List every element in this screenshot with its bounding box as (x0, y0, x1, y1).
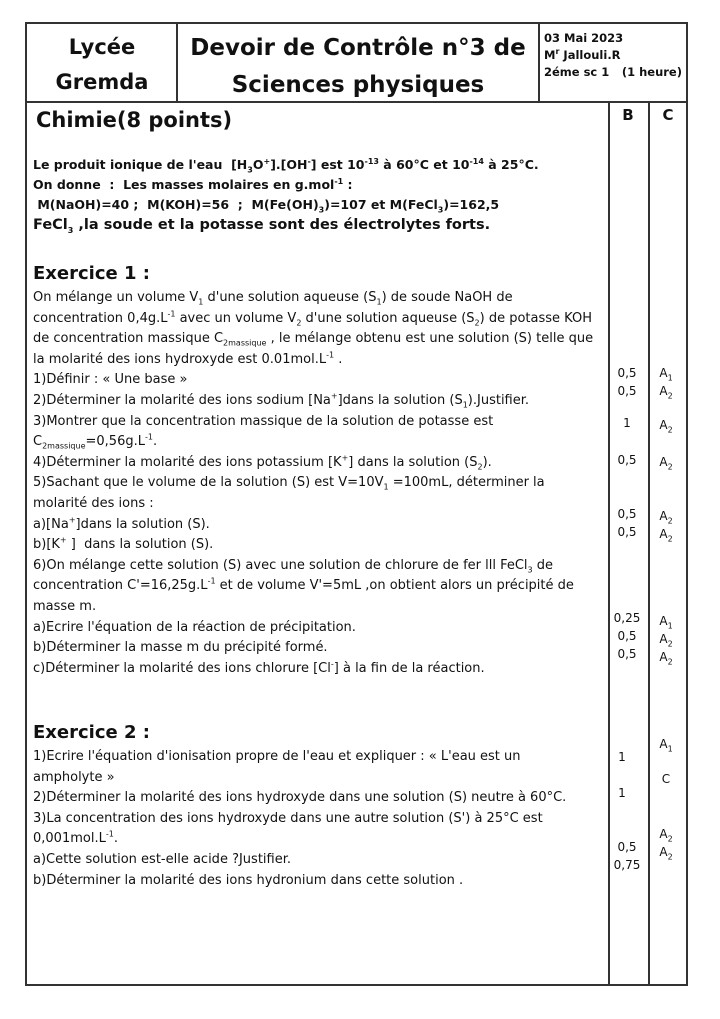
text-line: ampholyte » (33, 769, 115, 785)
crit-c: $A_2$ (659, 455, 673, 472)
text-line: concentration $0,4g.L^{-1}$ avec un volume $V_2$ d'une solution aqueuse $(S_2)$ de potasse KOH (33, 309, 592, 328)
text-line: 4)Déterminer la molarité des ions potassium [K+] dans la solution $(S_2)$. (33, 453, 492, 472)
outer-border-right (686, 22, 688, 985)
text-line: a)Cette solution est-elle acide ?Justifier. (33, 851, 291, 867)
crit-c: $A_1$ (659, 614, 673, 631)
text-line: a)[Na+]dans la solution (S). (33, 515, 210, 532)
crit-c: $A_2$ (659, 509, 673, 526)
text-line: 1)Ecrire l'équation d'ionisation propre de l'eau et expliquer : « L'eau est un (33, 749, 521, 764)
text-line: 3)Montrer que la concentration massique de la solution de potasse est (33, 413, 494, 429)
mark-b: 0,5 (617, 647, 637, 661)
crit-c: $A_2$ (659, 418, 673, 435)
class-name: 2éme sc 1 (544, 65, 610, 79)
text-line: 3)La concentration des ions hydroxyde dans une autre solution (S') à 25°C est (33, 810, 543, 826)
mark-b: 0,5 (617, 384, 637, 398)
crit-c: $A_2$ (659, 527, 673, 544)
mark-group (609, 364, 645, 400)
crit-c: $A_2$ (659, 827, 673, 844)
text-line: $0,001mol.L^{-1}$. (33, 830, 118, 847)
crit-c: $A_1$ (659, 737, 673, 754)
outer-border-bottom (25, 984, 688, 986)
intro-block (33, 155, 608, 235)
mark-b: 1 (618, 750, 626, 764)
mark-b: 1 (623, 416, 631, 430)
text-line: c)Déterminer la molarité des ions chlorure [Cl-] à la fin de la réaction. (33, 659, 485, 676)
mark-b: 1 (618, 786, 626, 800)
mark-group (609, 838, 645, 874)
text-line: 2)Déterminer la molarité des ions sodium [Na+]dans la solution $(S_1).Justifier$. (33, 391, 530, 410)
crit-c: $A_1$ (659, 366, 673, 383)
text-line: masse m. (33, 598, 97, 614)
text-line: de concentration massique $C_{2massique}$ , le mélange obtenu est une solution (S) telle que (33, 331, 594, 348)
duration: (1 heure) (621, 65, 682, 79)
intro-line: FeCl$_3$ ,la soude et la potasse sont des électrolytes forts. (33, 217, 491, 235)
exercise-1-body (33, 288, 608, 679)
mark-b: 0,25 (613, 611, 641, 625)
crit-c: $A_2$ (659, 650, 673, 667)
mark-b: 0,5 (617, 629, 637, 643)
mark-b: 0,5 (617, 366, 637, 380)
outer-border-top (25, 22, 688, 24)
exam-date: 03 Mai 2023 (544, 31, 624, 45)
crit-c: $A_2$ (659, 845, 673, 862)
crit-group (651, 364, 681, 400)
school-name: Lycée Gremda (55, 35, 149, 94)
column-c-line (648, 101, 650, 985)
mark-b: 0,5 (617, 507, 637, 521)
text-line: On mélange un volume $V_1$ d'une solution aqueuse $(S_1)$ de soude NaOH de (33, 290, 513, 307)
exercise-1-title: Exercice 1 : (33, 263, 150, 284)
text-line: 1)Définir : « Une base » (33, 372, 188, 388)
crit-c: C (661, 772, 671, 786)
crit-c: $A_2$ (659, 384, 673, 401)
exam-title: Devoir de Contrôle n°3 de Sciences physiques (190, 35, 526, 98)
crit-c: $A_2$ (659, 632, 673, 649)
outer-border-left (25, 22, 27, 985)
exercise-2-body (33, 747, 608, 891)
text-line: b)Déterminer la molarité des ions hydronium dans cette solution . (33, 872, 464, 888)
intro-line: Le produit ionique de l'eau $[H_3O^+].[OH^-]$ est $10^{-13}$ à 60°C et $10^{-14}$ à 25°C. (33, 156, 539, 175)
text-line: 2)Déterminer la molarité des ions hydroxyde dans une solution (S) neutre à 60°C. (33, 790, 567, 806)
exam-info (544, 30, 694, 81)
text-line: molarité des ions : (33, 495, 154, 511)
mark-b: 0,5 (617, 840, 637, 854)
crit-group (651, 612, 681, 666)
text-line: 5)Sachant que le volume de la solution (S) est $V=10V_1 =100mL$, déterminer la (33, 475, 545, 492)
column-b-header: B (622, 106, 634, 124)
text-line: la molarité des ions hydroxyde est $0.01mol.L^{-1}$ . (33, 350, 343, 367)
crit-group (651, 825, 681, 861)
mark-b: 0,5 (617, 453, 637, 467)
column-c-header: C (662, 106, 674, 124)
text-line: b)Déterminer la masse m du précipité formé. (33, 640, 328, 656)
intro-line: On donne : Les masses molaires en g.mol$^{-1}$ : (33, 176, 353, 192)
text-line: $C_{2massique}=0,56g.L^{-1}$. (33, 432, 158, 451)
exercise-2-title: Exercice 2 : (33, 722, 150, 743)
mark-b: 0,5 (617, 525, 637, 539)
text-line: 6)On mélange cette solution (S) avec une solution de chlorure de fer lll FeCl$_3$ de (33, 557, 554, 575)
section-title: Chimie(8 points) (36, 108, 233, 132)
header-divider-2 (538, 22, 540, 102)
text-line: concentration $C'=16,25g.L^{-1}$ et de volume V'=5mL ,on obtient alors un précipité de (33, 576, 574, 594)
mark-b: 0,75 (613, 858, 641, 872)
crit-group (651, 507, 681, 543)
mark-group (609, 609, 645, 663)
text-line: b)[K+ ] dans la solution (S). (33, 535, 214, 553)
text-line: a)Ecrire l'équation de la réaction de précipitation. (33, 619, 356, 635)
intro-line: M(NaOH)=40 ; M(KOH)=56 ; $M(Fe(OH)_3)=107$ et M(FeCl$_3$)=162,5 (33, 197, 500, 215)
teacher-name: $M^r$ Jallouli.R (544, 47, 621, 62)
mark-group (609, 505, 645, 541)
